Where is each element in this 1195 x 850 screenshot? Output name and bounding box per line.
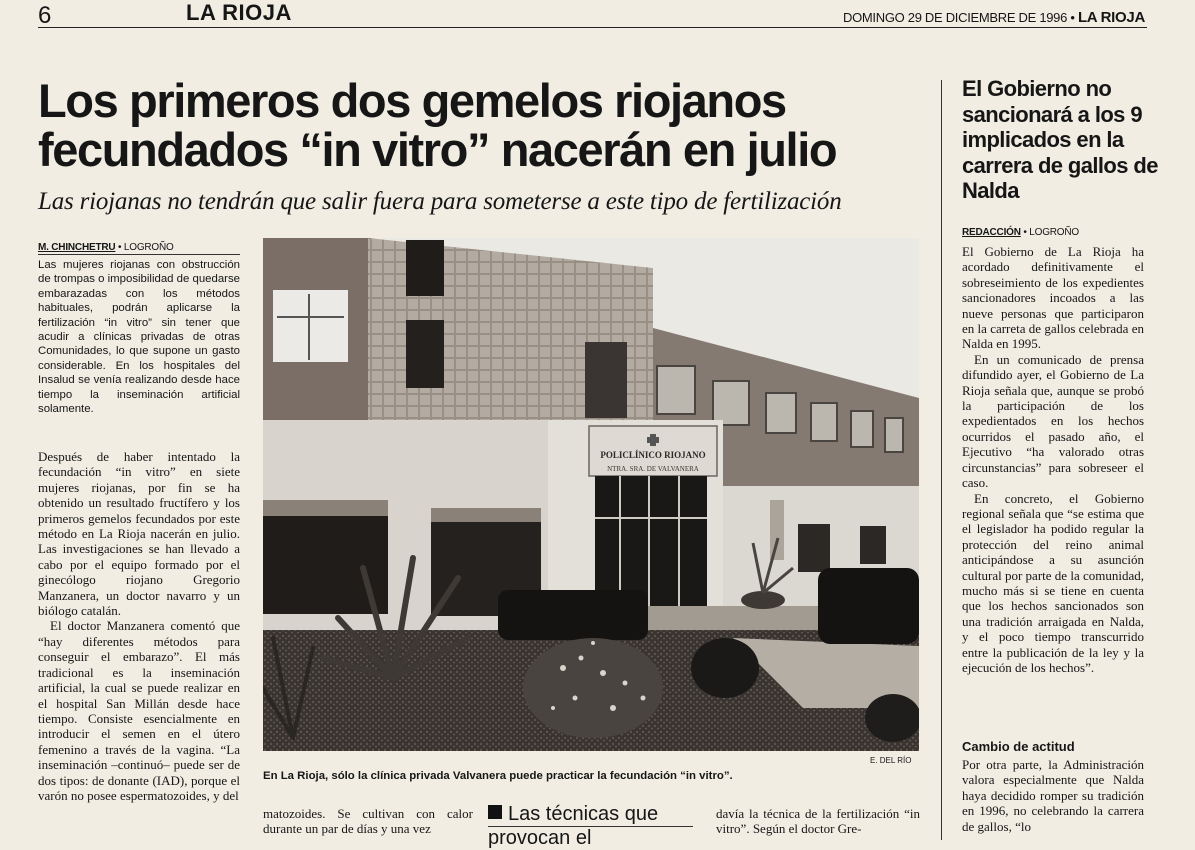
photo-caption: En La Rioja, sólo la clínica privada Valvanera puede practicar la fecundación “in vitro”.	[263, 770, 733, 782]
byline-rule	[38, 254, 240, 255]
box-heading-rule	[488, 826, 693, 827]
sidebar-paragraph: En un comunicado de prensa difundido ayer, el Gobierno de La Rioja señala que, aunque se probó la participación de los expedientados en los hechos ocurridos el pasado año, el Ejecutivo “ha valorado otras circunstancias” para sobreseer el caso.	[962, 351, 1144, 491]
sidebar-headline: El Gobierno no sancionará a los 9 implicados en la carrera de gallos de Nalda	[962, 76, 1158, 203]
dateline-bullet: •	[1070, 10, 1075, 25]
sidebar-crosshead: Cambio de actitud	[962, 739, 1075, 754]
article-byline	[38, 242, 240, 253]
sidebar-body-continued: Por otra parte, la Administración valora especialmente que Nalda haya decidido romper su tradición en 1996, no celebrando la carrera de gallos, “lo	[962, 757, 1144, 834]
dateline-brand: LA RIOJA	[1077, 9, 1145, 26]
clinic-sign-line-1: POLICLÍNICO RIOJANO	[600, 450, 706, 460]
article-lead: Las mujeres riojanas con obstrucción de trompas o imposibilidad de quedarse embarazadas con los métodos habituales, podrán aplicarse la fertilización “in vitro” sin tener que acudir a clínicas privadas de otras Comunidades, lo que supone un gasto considerable. En los hospitales del Insalud se venía realizando desde hace tiempo la inseminación artificial solamente.	[38, 259, 240, 416]
sidebar-paragraph: El Gobierno de La Rioja ha acordado definitivamente el sobreseimiento de los expedientes sancionadores incoados a las nueve personas que participaron en la carreta de gallos celebrada en Nalda en 1995.	[962, 244, 1144, 352]
article-body-column-4: davía la técnica de la fertilización “in vitro”. Según el doctor Gre-	[716, 806, 920, 837]
sidebar-byline-place: LOGROÑO	[1029, 227, 1079, 238]
article-subhead: Las riojanas no tendrán que salir fuera para someterse a este tipo de fertilización	[38, 188, 842, 215]
sidebar-body	[962, 244, 1144, 675]
clinic-sign-line-2: NTRA. SRA. DE VALVANERA	[607, 465, 699, 473]
clinic-photo	[263, 238, 919, 751]
box-heading-text: Las técnicas que provocan el	[488, 803, 659, 849]
sidebar-byline	[962, 227, 1144, 238]
article-body-column-1	[38, 449, 240, 840]
box-square-marker	[488, 805, 502, 819]
byline-place: LOGROÑO	[123, 242, 174, 253]
header-rule	[38, 27, 1147, 28]
byline-bullet: •	[118, 242, 124, 253]
masthead: LA RIOJA	[186, 0, 292, 25]
body-paragraph: Después de haber intentado la fecundación “in vitro” en siete mujeres riojanas, por fin se ha obtenido un resultado fructífero y los primeros gemelos fecundados por este método en La Rioja nacerán en julio. Las investigaciones se han llevado a cabo por el equipo formado por el ginecólogo riojano Gregorio Manzanera, un doctor navarro y un biólogo catalán.	[38, 449, 240, 619]
byline-name: M. CHINCHETRU	[38, 242, 116, 253]
sidebar-paragraph: En concreto, el Gobierno regional señala que “se estima que el legislador ha podido regular la protección del reino animal anticipándose a su asunción cultural por parte de la comunidad, mucho más si se tiene en cuenta que los hechos sancionados son una tradición arraigada en Nalda, y el poco tiempo transcurrido entre la publicación de la ley y la ejecución de los hechos”.	[962, 490, 1144, 675]
dateline-date: DOMINGO 29 DE DICIEMBRE DE 1996	[843, 10, 1068, 25]
sidebar-byline-bullet: •	[1023, 227, 1030, 238]
dateline	[843, 9, 1145, 26]
body-paragraph: El doctor Manzanera comentó que “hay diferentes métodos para conseguir el embarazo”. El más tradicional es la inseminación artificial, la cual se puede realizar en el hospital San Millán desde hace tiempo. Consiste esencialmente en introducir el semen en el útero femenino a través de la vagina. “La inseminación –continuó– puede ser de dos tipos: de donante (IAD), porque el varón no posee espermatozoides, y del	[38, 618, 240, 803]
article-body-column-2: matozoides. Se cultivan con calor durante un par de días y una vez	[263, 806, 473, 837]
article-headline: Los primeros dos gemelos riojanos fecundados “in vitro” nacerán en julio	[38, 74, 837, 176]
sidebar-byline-name: REDACCIÓN	[962, 227, 1021, 238]
photo-credit: E. DEL RÍO	[870, 756, 912, 765]
column-separator	[941, 80, 942, 840]
page-number: 6	[38, 2, 52, 29]
